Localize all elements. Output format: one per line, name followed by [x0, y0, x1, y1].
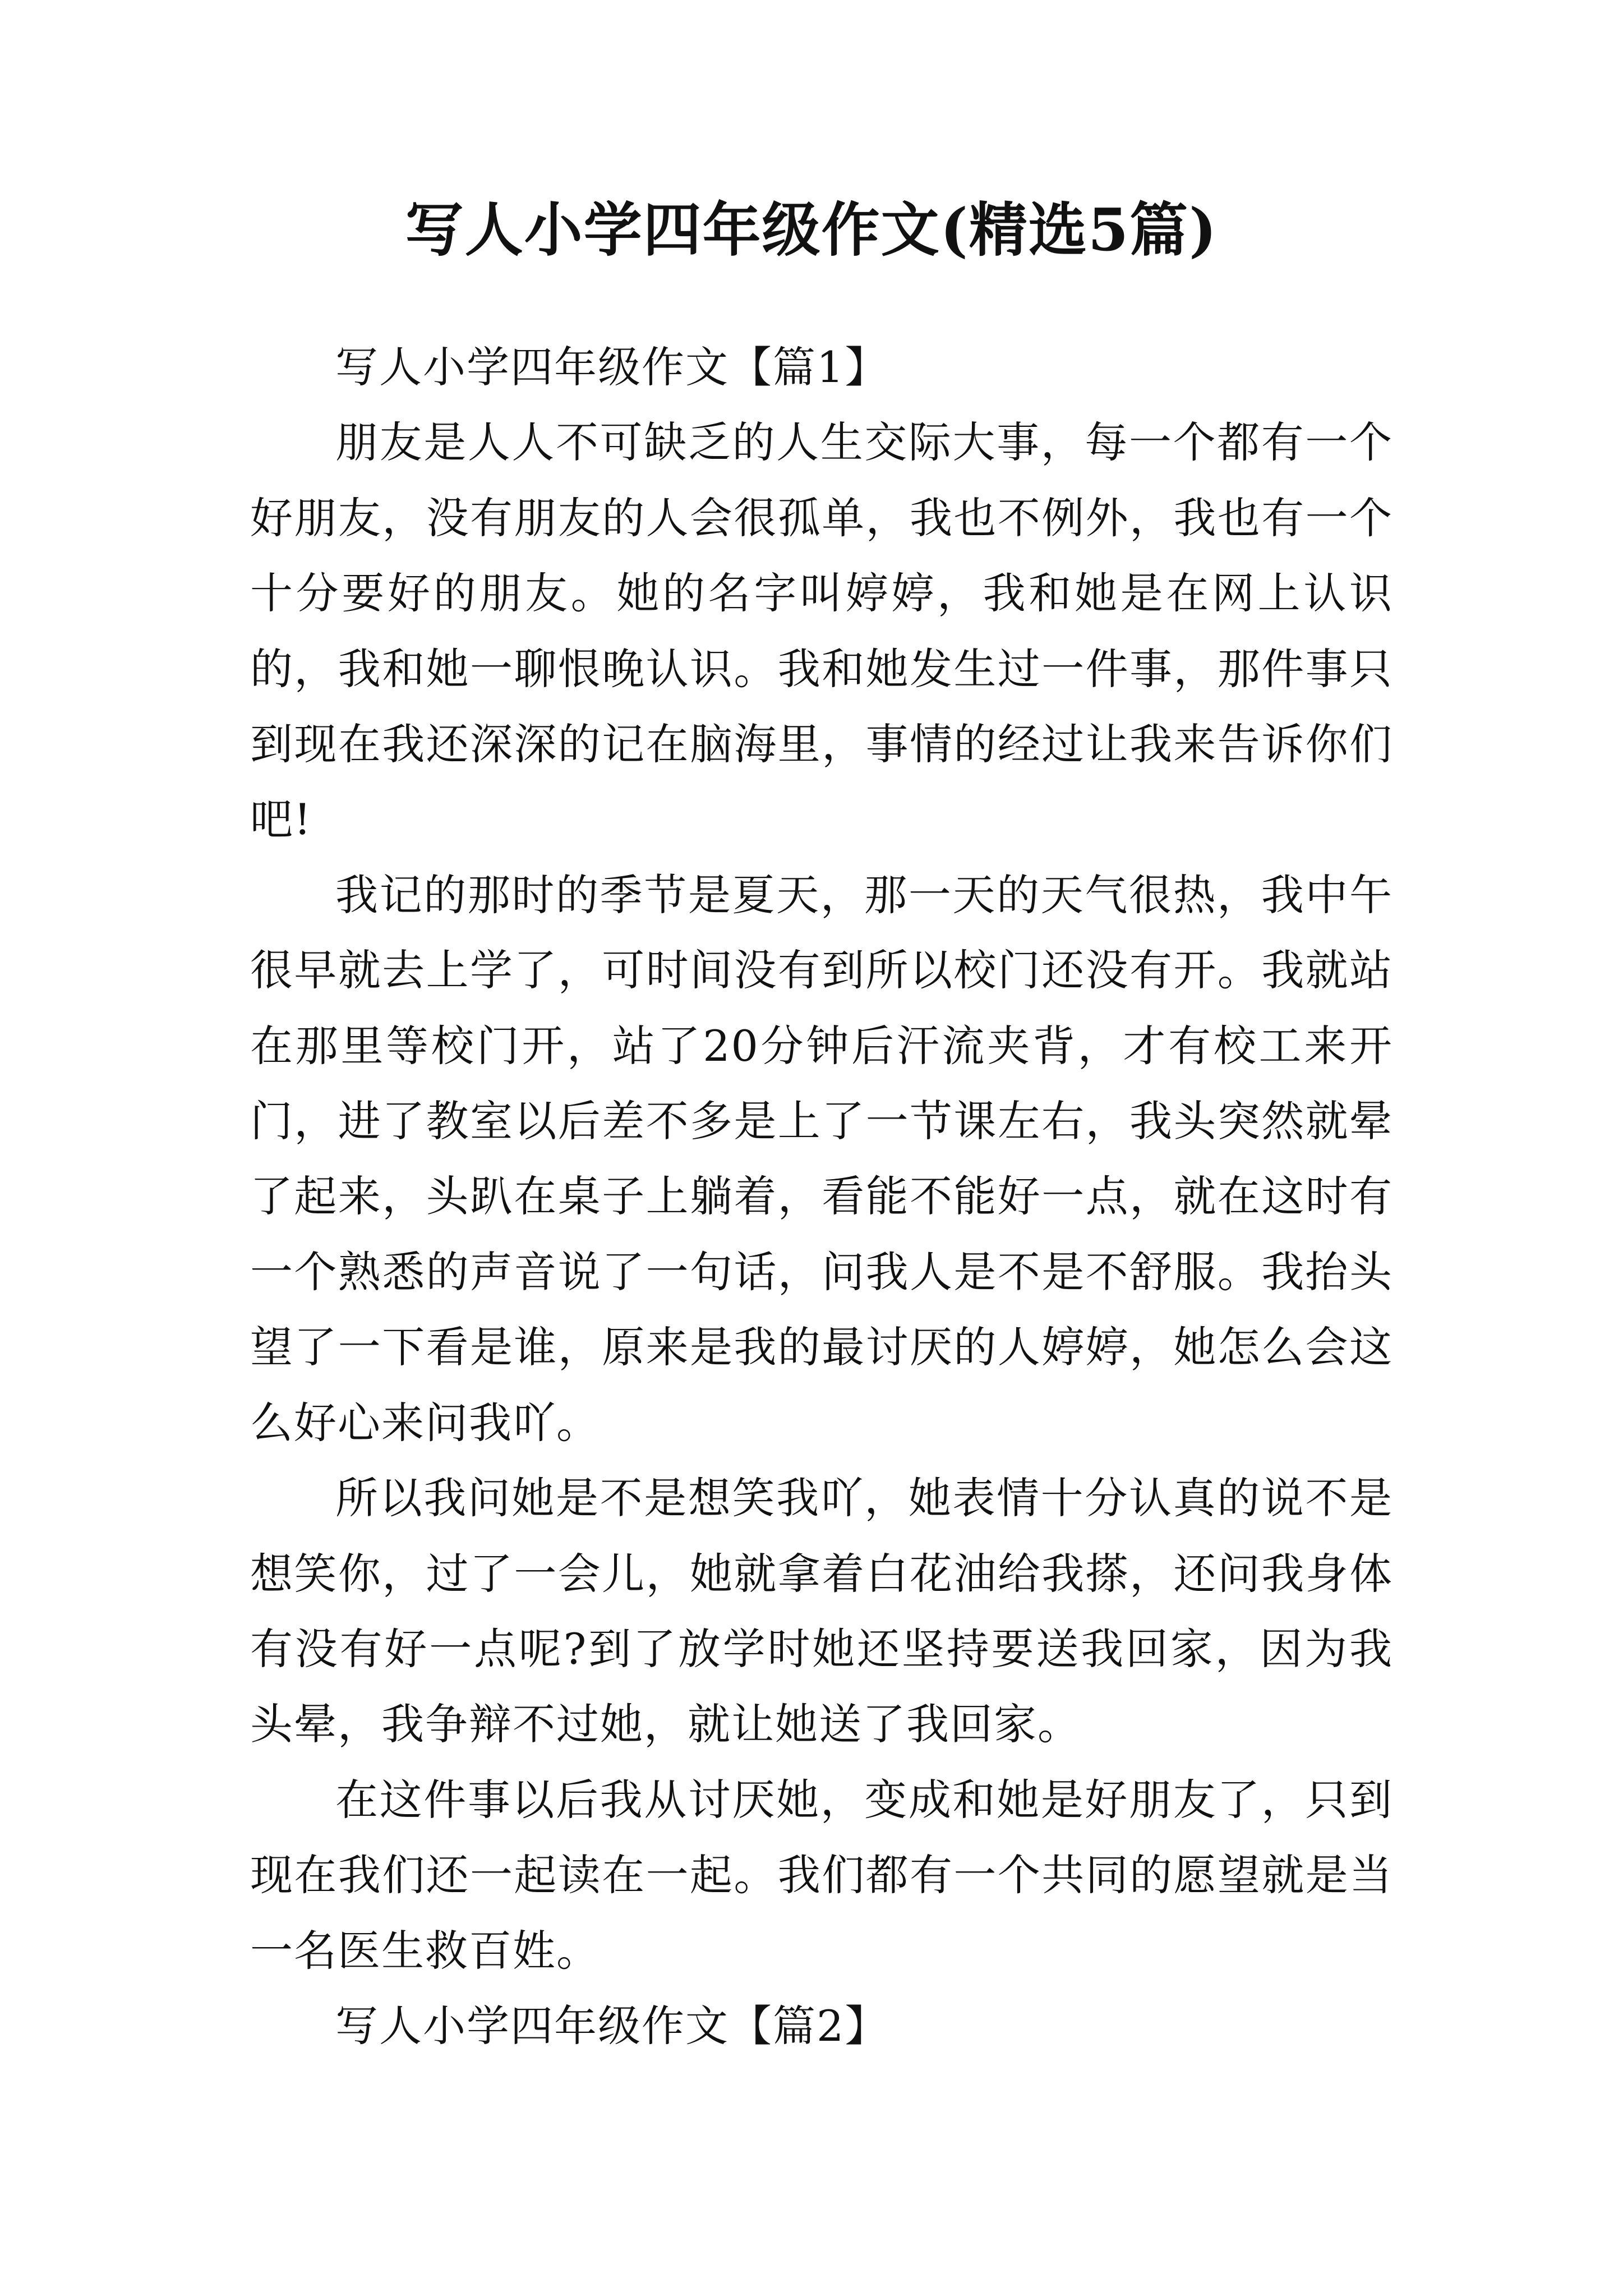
document-title: 写人小学四年级作文(精选5篇)	[405, 195, 1218, 264]
section-heading: 写人小学四年级作文【篇1】	[335, 342, 889, 392]
document-body	[250, 330, 1393, 2064]
body-paragraph: 所以我问她是不是想笑我吖，她表情十分认真的说不是想笑你，过了一会儿，她就拿着白花油给我搽，还问我身体有没有好一点呢?到了放学时她还坚持要送我回家，因为我头晕，我争辩不过她，就让她送了我回家。	[250, 1473, 1393, 1750]
body-paragraph: 我记的那时的季节是夏天，那一天的天气很热，我中午很早就去上学了，可时间没有到所以校门还没有开。我就站在那里等校门开，站了20分钟后汗流夹背，才有校工来开门，进了教室以后差不多是上了一节课左右，我头突然就晕了起来，头趴在桌子上躺着，看能不能好一点，就在这时有一个熟悉的声音说了一句话，问我人是不是不舒服。我抬头望了一下看是谁，原来是我的最讨厌的人婷婷，她怎么会这么好心来问我吖。	[250, 869, 1393, 1448]
section-heading: 写人小学四年级作文【篇2】	[335, 2000, 889, 2051]
body-paragraph: 朋友是人人不可缺乏的人生交际大事，每一个都有一个好朋友，没有朋友的人会很孤单，我也不例外，我也有一个十分要好的朋友。她的名字叫婷婷，我和她是在网上认识的，我和她一聊恨晚认识。我和她发生过一件事，那件事只到现在我还深深的记在脑海里，事情的经过让我来告诉你们吧!	[250, 417, 1393, 845]
body-paragraph: 在这件事以后我从讨厌她，变成和她是好朋友了，只到现在我们还一起读在一起。我们都有一个共同的愿望就是当一名医生救百姓。	[250, 1774, 1393, 1976]
